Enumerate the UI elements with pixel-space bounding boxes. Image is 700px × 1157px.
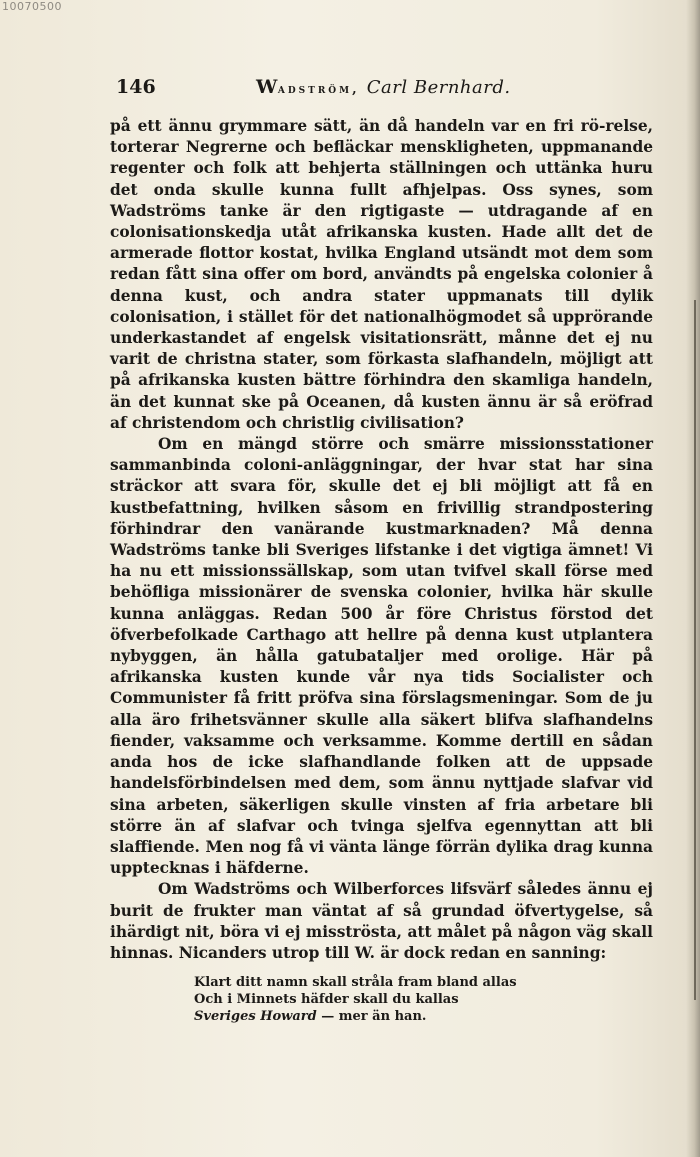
page-edge-shadow [686,0,700,1157]
scan-watermark: 10070500 [2,0,62,13]
given-name: Carl Bernhard. [366,77,511,98]
verse-line-1: Klart ditt namn skall stråla fram bland allas [194,975,517,990]
surname-rest: adström, [277,82,360,97]
verse-line-2: Och i Minnets häfder skall du kallas [194,992,459,1007]
page-number: 146 [116,76,156,98]
surname-initial: W [256,76,278,98]
paragraph-3: Om Wadströms och Wilberforces lifsvärf således ännu ej burit de frukter man väntat af så grundad öfvertygelse, så ihärdigt nit, böra vi ej misströsta, att målet på någon väg skall hinnas. Nicanders utrop till W. är dock redan en sanning: [110,880,653,962]
page-edge-line [694,300,696,1000]
running-title [256,76,511,98]
paragraph-1: på ett ännu grymmare sätt, än då handeln var en fri rö-relse, torterar Negrerne och befläckar menskligheten, uppmanande regenter och folk att behjerta ställningen och uttänka huru det onda skulle kunna fullt afhjelpas. Oss synes, som Wadströms tanke är den rigtigaste — utdragande af en colonisationskedja utåt afrikanska kusten. Hade allt det de armerade flottor kostat, hvilka England utsändt mot dem som redan fått sina offer om bord, användts på engelska colonier å denna kust, och andra stater uppmanats till dylik colonisation, i stället för det nationalhögmodet så upprörande underkastandet af engelsk visitationsrätt, månne det ej nu varit de christna stater, som förkasta slafhandeln, möjligt att på afrikanska kusten bättre förhindra den skamliga handeln, än det kunnat ske på Oceanen, då kusten ännu är så eröfrad af christendom och christlig civilisation? [110,117,653,432]
running-header [116,76,654,102]
verse-quote [194,974,614,1025]
verse-name: Sveriges Howard [194,1009,317,1024]
paragraph-2: Om en mängd större och smärre missionsstationer sammanbinda coloni-anläggningar, der hvar stat har sina sträckor att svara för, skulle det ej bli möjligt att få en kustbefattning, hvilken såsom en frivillig strandpostering förhindrar den vanärande kustmarknaden? Må denna Wadströms tanke bli Sveriges lifstanke i det vigtiga ämnet! Vi ha nu ett missionssällskap, som utan tvifvel skall förse med behöfliga missionärer de svenska colonier, hvilka här skulle kunna anläggas. Redan 500 år före Christus förstod det öfverbefolkade Carthago att hellre på denna kust utplantera nybyggen, än hålla gatubataljer med orolige. Här på afrikanska kusten kunde vår nya tids Socialister och Communister få fritt pröfva sina förslagsmeningar. Som de ju alla äro frihetsvänner skulle alla säkert blifva slafhandelns fiender, vaksamme och verksamme. Komme dertill en sådan anda hos de icke slafhandlande folken att de uppsade handelsförbindelsen med dem, som ännu nyttjade slafvar vid sina arbeten, säkerligen skulle vinsten af fria arbetare bli större än af slafvar och tvinga sjelfva egennyttan att bli slaffiende. Men nog få vi vänta länge förrän dylika drag kunna upptecknas i häfderne. [110,435,653,878]
verse-line-3-rest: — mer än han. [316,1009,427,1024]
body-text [110,116,653,964]
verse-line-3 [194,1008,614,1025]
